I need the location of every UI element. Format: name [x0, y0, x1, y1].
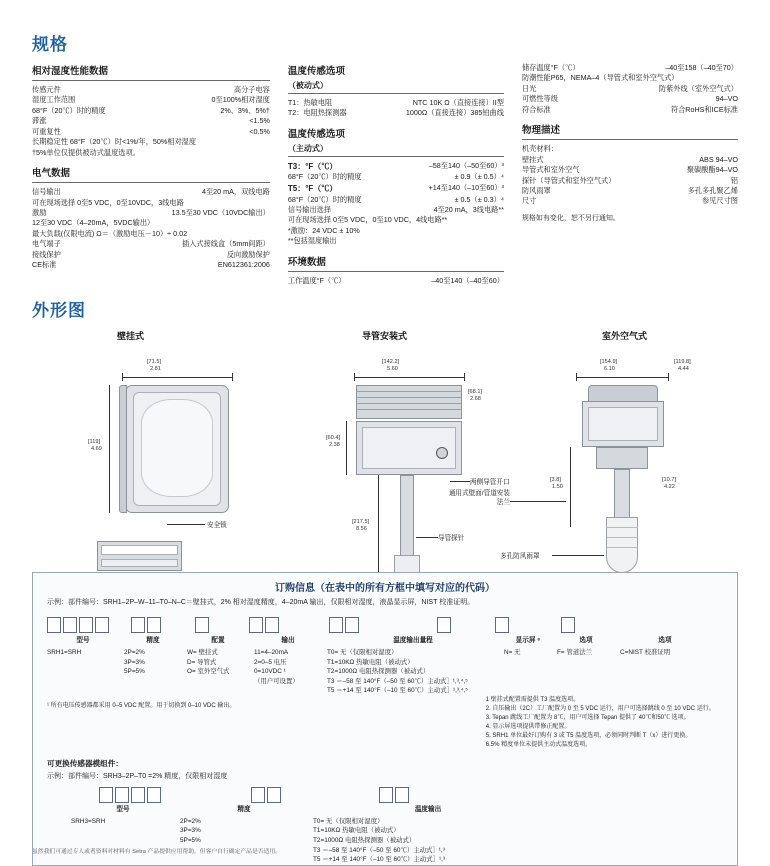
- page-title: 规格: [32, 35, 68, 54]
- duct-dim-right-mm: [68.1]: [468, 389, 482, 395]
- table-row: [32, 116, 270, 126]
- table-row: [288, 108, 504, 118]
- label-duct-probe: 导管探针: [438, 535, 465, 542]
- drawing-title-wall: 壁挂式: [117, 331, 145, 341]
- table-row: [288, 276, 504, 286]
- note-line: 6.5% 精度单位未提供主动式温度选项。: [485, 741, 592, 748]
- row-label: 储存温度°F（℃）: [521, 63, 580, 72]
- row-label: CE标准: [32, 260, 57, 270]
- specifications-section: [32, 30, 738, 293]
- rh-performance-title: 相对湿度性能数据: [32, 66, 109, 77]
- code-cell[interactable]: [329, 617, 343, 633]
- duct-screw: [436, 447, 448, 459]
- table-row: [522, 196, 738, 206]
- order-col-title: 显示屏 ⁶: [515, 637, 541, 644]
- table-row: [32, 187, 270, 197]
- order-col-line: T1=10KΩ 热敏电阻（被动式）: [313, 827, 400, 835]
- dimension-line: [109, 385, 110, 513]
- table-row: [522, 144, 738, 154]
- order-col-line: 3P=3%: [124, 658, 145, 666]
- shield-line: [606, 547, 638, 548]
- outline-heading: 外形图: [32, 301, 86, 320]
- code-cell[interactable]: [195, 617, 209, 633]
- note-line: 2. 自压输出（2C）工厂配置为 0 至 5 VDC 运行，用户可选择跳线 0 至 10 VDC 运行。: [485, 705, 715, 712]
- order-col-option1: [557, 636, 615, 696]
- row-label: 可在现场选择 0至5 VDC，0至10 VDC，4线电路**: [287, 215, 448, 225]
- dimension-line: [576, 377, 668, 378]
- order-col-line: T1=10KΩ 热敏电阻（被动式）: [327, 658, 414, 666]
- code-cell[interactable]: [63, 617, 77, 633]
- row-label: 可在现场选择 0至5 VDC，0至10VDC，3线电路: [32, 197, 184, 207]
- code-group-option1[interactable]: [495, 617, 509, 633]
- table-row: [288, 205, 504, 215]
- order-col-line: T2=1000Ω 电阻热探测器（被动式）: [313, 837, 416, 845]
- spec-change-note: 规格如有变化，恕不另行通知。: [521, 214, 620, 222]
- dimension-line: [354, 377, 464, 378]
- row-label: 信号输出选择: [287, 204, 332, 214]
- row-value: 0至100%相对湿度: [211, 95, 270, 105]
- dimension-line: [346, 421, 347, 475]
- spec-column-1: [32, 63, 270, 293]
- ordering-info-section: [32, 572, 738, 866]
- row-label: 探针（导管式和室外空气式）: [521, 175, 616, 185]
- order-col-line: T3 ＝–58 至 140°F（–50 至 60℃）主动式］¹,³,⁴,⁵: [327, 677, 468, 685]
- order-col-config: [187, 636, 249, 696]
- order-col-line: T0= 无（仅限相对湿度）: [313, 817, 384, 825]
- code-cell[interactable]: [437, 617, 451, 633]
- row-label: 最大负载(仅限电流) Ω＝（激励电压－10）÷ 0.02: [32, 228, 188, 238]
- order-col-temp-range: [327, 636, 499, 696]
- code-cell[interactable]: [251, 787, 265, 803]
- shield-line: [606, 527, 638, 528]
- drawing-title-outdoor: 室外空气式: [602, 331, 648, 341]
- code-cell[interactable]: [495, 617, 509, 633]
- code-group-config[interactable]: [195, 617, 209, 633]
- row-label: *激励：24 VDC ± 10%: [287, 225, 360, 235]
- order-col-output: [254, 636, 322, 696]
- duct-dim-bottom-mm: [217.5]: [352, 519, 370, 525]
- outdoor-dim-top-mm: [154.9]: [600, 359, 618, 365]
- wall-enclosure-inner: [141, 399, 213, 497]
- note-line: 5. SRH1 单位最好订购有 3 或 T5 温度选项，必须同时判断 T（x）进行更换。: [485, 732, 692, 739]
- wall-dim-top-mm: [71.5]: [147, 359, 161, 365]
- code-group-output[interactable]: [249, 617, 279, 633]
- table-row: [32, 137, 270, 147]
- wall-dim-top-in: 2.81: [150, 366, 161, 372]
- code-cell[interactable]: [99, 787, 113, 803]
- table-row: [32, 85, 270, 95]
- code-cell[interactable]: [267, 787, 281, 803]
- note-line: 3. Tepan 跳线工厂配置为 8℃，用户可选择 Tepan 提供了 40℃和50℃ 选项。: [485, 714, 690, 721]
- table-row: [32, 95, 270, 105]
- row-value: –40至140（–40至60）: [431, 275, 504, 285]
- code-cell[interactable]: [95, 617, 109, 633]
- code-group-accuracy-2[interactable]: [251, 787, 281, 803]
- callout-line: [450, 481, 470, 482]
- divider: [32, 182, 270, 183]
- physical-description-title: 物理描述: [521, 125, 560, 137]
- replaceable-module-title: 可更换传感器模组件：: [47, 758, 123, 768]
- general-rows-block: [522, 63, 738, 115]
- order-right-notes: [472, 696, 737, 754]
- row-label: T3：°F（℃）: [287, 161, 338, 171]
- code-group-model[interactable]: [47, 617, 109, 633]
- order-col-line: T5 ＝+14 至 140°F（–10 至 60℃）主动式］¹,³: [313, 856, 446, 864]
- outdoor-dim-right-mm: [119.8]: [674, 359, 691, 365]
- wall-dim-side-in: 4.69: [91, 446, 102, 452]
- row-label: 12至30 VDC（4–20mA，5VDC输出）: [32, 218, 155, 228]
- duct-dim-top-mm: [142.2]: [382, 359, 400, 365]
- label-safety-lock: 安全锁: [207, 522, 227, 529]
- row-value: <1.5%: [249, 116, 270, 126]
- divider: [288, 93, 504, 94]
- row-value: 聚碳酸酯94–VO: [686, 165, 738, 175]
- outdoor-dim-mid-mm: [10.7]: [662, 477, 676, 483]
- shield-line: [606, 537, 638, 538]
- order-col-title: 输出: [281, 637, 295, 644]
- code-cell[interactable]: [265, 617, 279, 633]
- table-row: [32, 208, 270, 218]
- row-value: –58至140（–50至60）³: [428, 160, 504, 170]
- row-label: 机壳材料：: [521, 144, 558, 154]
- order-col-title: 选项: [579, 637, 593, 644]
- order-col-title: 型号: [116, 805, 130, 813]
- duct-dim-bottom-in: 8.56: [356, 526, 367, 532]
- duct-dim-left-mm: [60.4]: [326, 435, 340, 441]
- table-row: [288, 236, 504, 246]
- table-row: [522, 186, 738, 196]
- table-row: [522, 63, 738, 73]
- table-row: [288, 226, 504, 236]
- replaceable-code-row: [33, 783, 737, 803]
- order-col-line: W= 壁挂式: [187, 648, 218, 656]
- row-label: 68°F（20℃）时的精度: [287, 172, 362, 182]
- outdoor-radiation-shield: [606, 517, 638, 573]
- row-value: 高分子电容: [233, 85, 270, 94]
- order-col-line: C=NIST 校准证明: [620, 648, 671, 656]
- callout-line: [552, 555, 604, 556]
- code-group-model-2[interactable]: [99, 787, 161, 803]
- table-row: [32, 260, 270, 270]
- order-col-line: 2P=2%: [180, 817, 201, 825]
- code-group-option2[interactable]: [561, 617, 575, 633]
- code-group-accuracy[interactable]: [131, 617, 161, 633]
- order-col-model: [47, 636, 119, 696]
- outdoor-dim-mid-in: 4.22: [664, 484, 675, 490]
- divider: [522, 139, 738, 140]
- row-label: T2：电阻热探测器: [287, 108, 347, 118]
- terminal-strip-2: [101, 559, 178, 567]
- order-col-display: [504, 636, 552, 696]
- order-col-option2: [620, 636, 710, 696]
- row-label: 电气端子: [32, 239, 61, 249]
- spec-columns: [32, 63, 738, 293]
- temp-active-subtitle: （主动式）: [287, 143, 328, 153]
- ordering-title: 订购信息（在表中的所有方框中填写对应的代码）: [275, 583, 495, 594]
- duct-probe: [400, 475, 414, 561]
- electrical-rows: [32, 187, 270, 271]
- row-label: 符合标准: [521, 104, 551, 114]
- row-value: 1000Ω（直接连接）385铂曲线: [405, 108, 504, 118]
- order-col-line: （用户可设置）: [254, 677, 299, 685]
- table-row: [522, 176, 738, 186]
- order-col-title: 温度输出: [414, 805, 442, 813]
- spec-column-3: [522, 63, 738, 293]
- dimension-line: [570, 447, 571, 527]
- code-cell[interactable]: [147, 617, 161, 633]
- row-value: 参见尺寸图: [702, 196, 738, 206]
- order-col-line: 11=4–20mA: [254, 648, 289, 656]
- code-cell[interactable]: [79, 617, 93, 633]
- table-row: [288, 195, 504, 205]
- row-label: 防潮性能P65，NEMA–4（导管式和室外空气式）: [521, 73, 679, 83]
- table-row: [288, 98, 504, 108]
- order-col-line: N= 无: [504, 648, 521, 656]
- electrical-block: [32, 165, 270, 271]
- table-row: [32, 250, 270, 260]
- order-notes-row: [33, 696, 737, 754]
- order-col-line: T5 ＝+14 至 140°F（–10 至 60℃）主动式］¹,³,⁴,⁵: [327, 687, 468, 695]
- outdoor-dim-left-mm: [3.8]: [550, 477, 561, 483]
- order-code-row: [33, 613, 737, 633]
- terminal-strip: [101, 545, 178, 555]
- electrical-title: 电气数据: [32, 168, 71, 180]
- temp-active-block: [288, 126, 504, 247]
- row-label: 传感元件: [32, 85, 61, 94]
- order-col-line: 2=0–5 电压: [254, 658, 287, 666]
- duct-dim-left-in: 2.38: [329, 442, 340, 448]
- order-footnote-1: ¹ 所有电压传感器都采用 0–5 VDC 配置。用于切换到 0–10 VDC 输出。: [47, 702, 236, 709]
- physical-description-block: [522, 122, 738, 207]
- code-cell[interactable]: [395, 787, 409, 803]
- code-cell[interactable]: [345, 617, 359, 633]
- row-label: 68°F（20℃）时的精度: [32, 105, 106, 115]
- table-row: [522, 73, 738, 83]
- order-col-line: T3 ＝–58 至 140°F（–50 至 60℃）主动式］¹,³: [313, 846, 445, 854]
- table-row: [32, 106, 270, 116]
- table-row: [32, 229, 270, 239]
- row-value: 防紫外线（室外空气式）: [658, 83, 738, 93]
- row-value: 13.5至30 VDC（10VDC输出）: [171, 207, 270, 217]
- dimension-tick: [354, 373, 355, 381]
- outdoor-mount-flange: [596, 447, 648, 469]
- duct-dim-right-in: 2.68: [470, 396, 481, 402]
- fin-line: [356, 391, 462, 392]
- spec-column-2: [288, 63, 504, 293]
- code-cell[interactable]: [147, 787, 161, 803]
- row-label: T5：°F（℃）: [287, 183, 338, 193]
- code-cell[interactable]: [131, 787, 145, 803]
- row-label: 信号输出: [32, 187, 61, 197]
- code-group-temp-range[interactable]: [329, 617, 359, 633]
- rh-performance-rows: [32, 85, 270, 158]
- order-col-line: D= 导管式: [187, 658, 217, 666]
- callout-line: [416, 537, 438, 538]
- label-conduit-opening: 两侧导管开口: [470, 479, 510, 486]
- row-label: 长期稳定性 68°F（20℃）时<1%/年，50%相对湿度: [32, 137, 197, 147]
- row-label: 壁挂式: [521, 154, 544, 164]
- row-label: 可重复性: [32, 126, 61, 136]
- row-value: ABS 94–VO: [699, 154, 738, 164]
- note-line: 4. 显示屏选项提供带修正配置。: [485, 723, 571, 730]
- row-label: 导管式和室外空气: [521, 165, 580, 175]
- row-value: 4至20 mA，双线电路: [201, 187, 270, 197]
- row-value: 94–VO: [715, 94, 738, 104]
- code-group-display[interactable]: [437, 617, 451, 633]
- order-col-line: F= 管道法兰: [557, 648, 592, 656]
- wall-dim-side-mm: [119]: [88, 439, 101, 445]
- table-row: [522, 84, 738, 94]
- environment-block: [288, 254, 504, 286]
- outdoor-housing-face: [588, 407, 658, 441]
- dimension-tick: [668, 373, 669, 381]
- fin-line: [356, 409, 462, 410]
- order-col-title: 精度: [237, 805, 251, 813]
- ordering-example: 示例：部件编号：SRH1–2P–W–11–T0–N–C＝壁挂式，2% 相对湿度精度，4–20mA 输出，仅限相对湿度，液晶显示屏，NIST 校准证明。: [47, 599, 475, 606]
- table-row: [32, 218, 270, 228]
- order-col-line: 0=10VDC ¹: [254, 668, 286, 676]
- order-col-line: 5P=5%: [180, 837, 201, 845]
- row-label: T1：热敏电阻: [287, 98, 333, 107]
- row-value: 2%、3%、5%†: [220, 105, 270, 115]
- row-value: 多孔多孔聚乙烯: [687, 185, 738, 195]
- row-label: **包括湿度输出: [287, 236, 337, 246]
- table-row: [32, 239, 270, 249]
- code-cell[interactable]: [131, 617, 145, 633]
- row-label: 接线保护: [32, 249, 61, 259]
- order-col-line: T2=1000Ω 电阻热探测器（被动式）: [327, 668, 430, 676]
- label-universal-mount: 通用式壁面/管道安装法兰: [448, 490, 510, 506]
- row-value: –40至158（–40至70）: [665, 63, 738, 72]
- code-group-temp-2[interactable]: [379, 787, 409, 803]
- order-col-title: 精度: [146, 637, 160, 644]
- wall-enclosure-side: [119, 385, 127, 513]
- table-row: [288, 161, 504, 173]
- duct-dim-top-in: 5.60: [387, 366, 398, 372]
- callout-line: [510, 501, 566, 502]
- dimension-tick: [464, 373, 465, 381]
- row-value: EN612361:2006: [217, 260, 270, 270]
- table-row: [522, 165, 738, 175]
- order-column-specs: [33, 633, 737, 696]
- environment-title: 环境数据: [287, 256, 326, 268]
- divider: [288, 156, 504, 157]
- divider: [288, 271, 504, 272]
- outdoor-dim-top-in: 6.10: [604, 366, 615, 372]
- order-col-line: SRH1=SRH: [47, 648, 82, 656]
- order-col-line: SRH3=SRH: [71, 817, 106, 825]
- temp-passive-block: [288, 63, 504, 119]
- rh-performance-block: [32, 63, 270, 158]
- code-cell[interactable]: [115, 787, 129, 803]
- replaceable-module-example: 示例：部件编号：SRH3–2P–T0 =2% 精度，仅限相对湿度: [47, 772, 228, 780]
- code-cell[interactable]: [47, 617, 61, 633]
- outline-drawings-section: [32, 296, 738, 614]
- label-rain-shield: 多孔防风雨罩: [500, 553, 540, 560]
- table-row: [288, 172, 504, 182]
- row-label: †5%单位仅提供被动式温度选项。: [32, 147, 140, 157]
- bottom-disclaimer: 虽然我们可通过专人或者资料对材料有 Setra 产品提供应用帮助，但客户自行确定产品是否适用。: [32, 849, 281, 855]
- drawing-titles: [32, 329, 738, 345]
- row-value: +14至140（–10至60）³: [428, 182, 504, 192]
- row-value: <0.5%: [249, 126, 270, 136]
- row-label: 激励: [32, 207, 47, 217]
- code-cell[interactable]: [249, 617, 263, 633]
- row-value: ± 0.5（± 0.3）⁴: [454, 194, 504, 204]
- row-value: 符合RoHS和ICE标准: [670, 104, 738, 114]
- row-label: 滞涨: [32, 116, 47, 126]
- row-label: 工作温度°F（℃）: [287, 275, 346, 285]
- callout-line: [167, 524, 205, 525]
- order-col-line: 2P=2%: [124, 648, 145, 656]
- order-col-accuracy: [124, 636, 182, 696]
- row-label: 日光: [521, 83, 537, 93]
- table-row: [32, 198, 270, 208]
- code-cell[interactable]: [379, 787, 393, 803]
- order-col-line: T0= 无（仅限相对湿度）: [327, 648, 398, 656]
- table-row: [522, 155, 738, 165]
- dimension-line: [122, 377, 232, 378]
- divider: [32, 80, 270, 81]
- row-label: 尺寸: [521, 196, 537, 206]
- row-value: ± 0.9（± 0.5）⁴: [454, 172, 504, 182]
- row-value: 4至20 mA，3线电路**: [433, 204, 504, 214]
- dimension-tick: [122, 373, 123, 381]
- table-row: [32, 127, 270, 137]
- order-col-line: O= 室外空气式: [187, 668, 230, 676]
- order-col-line: 3P=3%: [180, 827, 201, 835]
- dimension-tick: [232, 373, 233, 381]
- fin-line: [356, 403, 462, 404]
- table-row: [288, 183, 504, 195]
- row-value: 反向激励保护: [226, 249, 270, 259]
- drawing-title-duct: 导管安装式: [362, 331, 408, 341]
- table-row: [32, 148, 270, 158]
- note-line: 1 壁挂式配置需提供 T3 温度选项。: [485, 696, 580, 703]
- row-value: 插入式接线盒（5mm间距）: [182, 239, 270, 249]
- row-label: 68°F（20℃）时的精度: [287, 194, 362, 204]
- code-cell[interactable]: [561, 617, 575, 633]
- row-label: 防风雨罩: [521, 185, 551, 195]
- row-label: 湿度工作范围: [32, 95, 76, 105]
- order-col-title: 型号: [76, 637, 90, 644]
- row-label: 可燃性等级: [521, 94, 558, 104]
- table-row: [288, 215, 504, 225]
- fin-line: [356, 397, 462, 398]
- outdoor-dim-left-in: 1.50: [552, 484, 563, 490]
- order-col-line: 5P=5%: [124, 668, 145, 676]
- outdoor-stem: [614, 469, 630, 519]
- table-row: [522, 94, 738, 104]
- order-col-title: 温度输出量程: [393, 637, 433, 644]
- order-col-title: 配置: [211, 637, 225, 644]
- row-value: NTC 10K Ω（直接连接）II型: [412, 98, 504, 107]
- dimension-tick: [576, 373, 577, 381]
- temp-passive-subtitle: （被动式）: [287, 81, 328, 90]
- table-row: [522, 105, 738, 115]
- temp-active-title: 温度传感选项: [287, 128, 345, 140]
- outdoor-dim-right-in: 4.44: [678, 366, 689, 372]
- order-col-title: 选项: [658, 637, 672, 644]
- row-value: 铝: [730, 175, 738, 185]
- temp-passive-title: 温度传感选项: [287, 66, 345, 77]
